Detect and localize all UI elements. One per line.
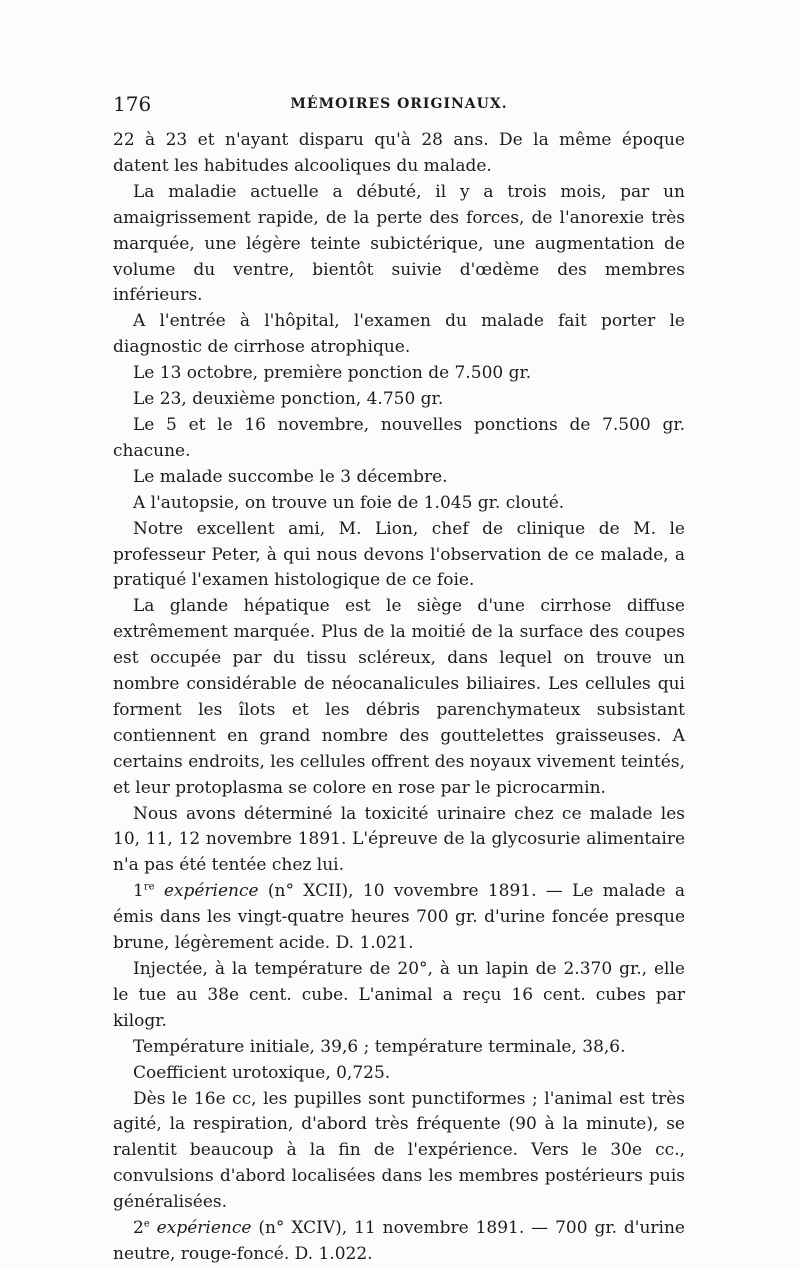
paragraph: Nous avons déterminé la toxicité urinaire chez ce malade les 10, 11, 12 novembre 1891. L'épreuve de la glycosurie alimentaire n'a pas été tentée chez lui. — [113, 803, 685, 876]
page-number: 176 — [113, 92, 152, 116]
paragraph: Dès le 16e cc, les pupilles sont punctiformes ; l'animal est très agité, la respiration, d'abord très fréquente (90 à la minute), se ralentit beaucoup à la fin de l'expérience. Vers le 30e cc., convulsions d'abord localisées dans les membres postérieurs puis généralisées. — [113, 1088, 685, 1213]
paragraph: Le 5 et le 16 novembre, nouvelles ponctions de 7.500 gr. chacune. — [113, 414, 685, 461]
experiment-number: 1 — [133, 881, 144, 902]
experiment-2-paragraph — [113, 1216, 685, 1268]
page-header — [113, 92, 685, 122]
paragraph: Le malade succombe le 3 décembre. — [133, 466, 448, 487]
experiment-label: expérience — [149, 1218, 252, 1239]
ordinal-suffix: re — [143, 881, 155, 893]
paragraph: La glande hépatique est le siège d'une cirrhose diffuse extrêmement marquée. Plus de la moitié de la surface des coupes est occupée par du tissu scléreux, dans lequel on trouve un nombre considérable de néocanalicules biliaires. Les cellules qui forment les îlots et les débris parenchymateux subsistant contiennent en grand nombre des gouttelettes graisseuses. A certains endroits, les cellules offrent des noyaux vivement teintés, et leur protoplasma se colore en rose par le picrocarmin. — [113, 596, 685, 798]
paragraph: Le 23, deuxième ponction, 4.750 gr. — [133, 389, 444, 410]
running-title: MÉMOIRES ORIGINAUX. — [290, 96, 508, 112]
experiment-text: (n° XCII), 10 vovembre 1891. — Le malade a émis dans les vingt-quatre heures 700 gr. d'urine foncée presque brune, légèrement acide. D. 1.021. — [113, 881, 685, 954]
paragraph: Injectée, à la température de 20°, à un lapin de 2.370 gr., elle le tue au 38e cent. cube. L'animal a reçu 16 cent. cubes par kilogr. — [113, 959, 685, 1031]
experiment-number: 2 — [133, 1218, 144, 1239]
paragraph: Le 13 octobre, première ponction de 7.500 gr. — [133, 363, 532, 384]
paragraph: A l'entrée à l'hôpital, l'examen du malade fait porter le diagnostic de cirrhose atrophique. — [113, 311, 685, 358]
paragraph: A l'autopsie, on trouve un foie de 1.045 gr. clouté. — [133, 492, 565, 513]
experiment-label: expérience — [154, 881, 259, 902]
experiment-1-paragraph — [113, 879, 685, 957]
paragraph: La maladie actuelle a débuté, il y a trois mois, par un amaigrissement rapide, de la perte des forces, de l'anorexie très marquée, une légère teinte subictérique, une augmentation de volume du ventre, bientôt suivie d'œdème des membres inférieurs. — [113, 181, 685, 306]
experiment-text: (n° XCIV), 11 novembre 1891. — 700 gr. d'urine neutre, rouge-foncé. D. 1.022. — [113, 1218, 685, 1264]
paragraph: Coefficient urotoxique, 0,725. — [133, 1062, 391, 1083]
page-body — [113, 128, 685, 1268]
ordinal-suffix: e — [143, 1218, 150, 1230]
paragraph: Température initiale, 39,6 ; température terminale, 38,6. — [133, 1036, 626, 1057]
paragraph: 22 à 23 et n'ayant disparu qu'à 28 ans. De la même époque datent les habitudes alcooliques du malade. — [113, 130, 685, 176]
paragraph: Notre excellent ami, M. Lion, chef de clinique de M. le professeur Peter, à qui nous devons l'observation de ce malade, a pratiqué l'examen histologique de ce foie. — [113, 518, 685, 591]
